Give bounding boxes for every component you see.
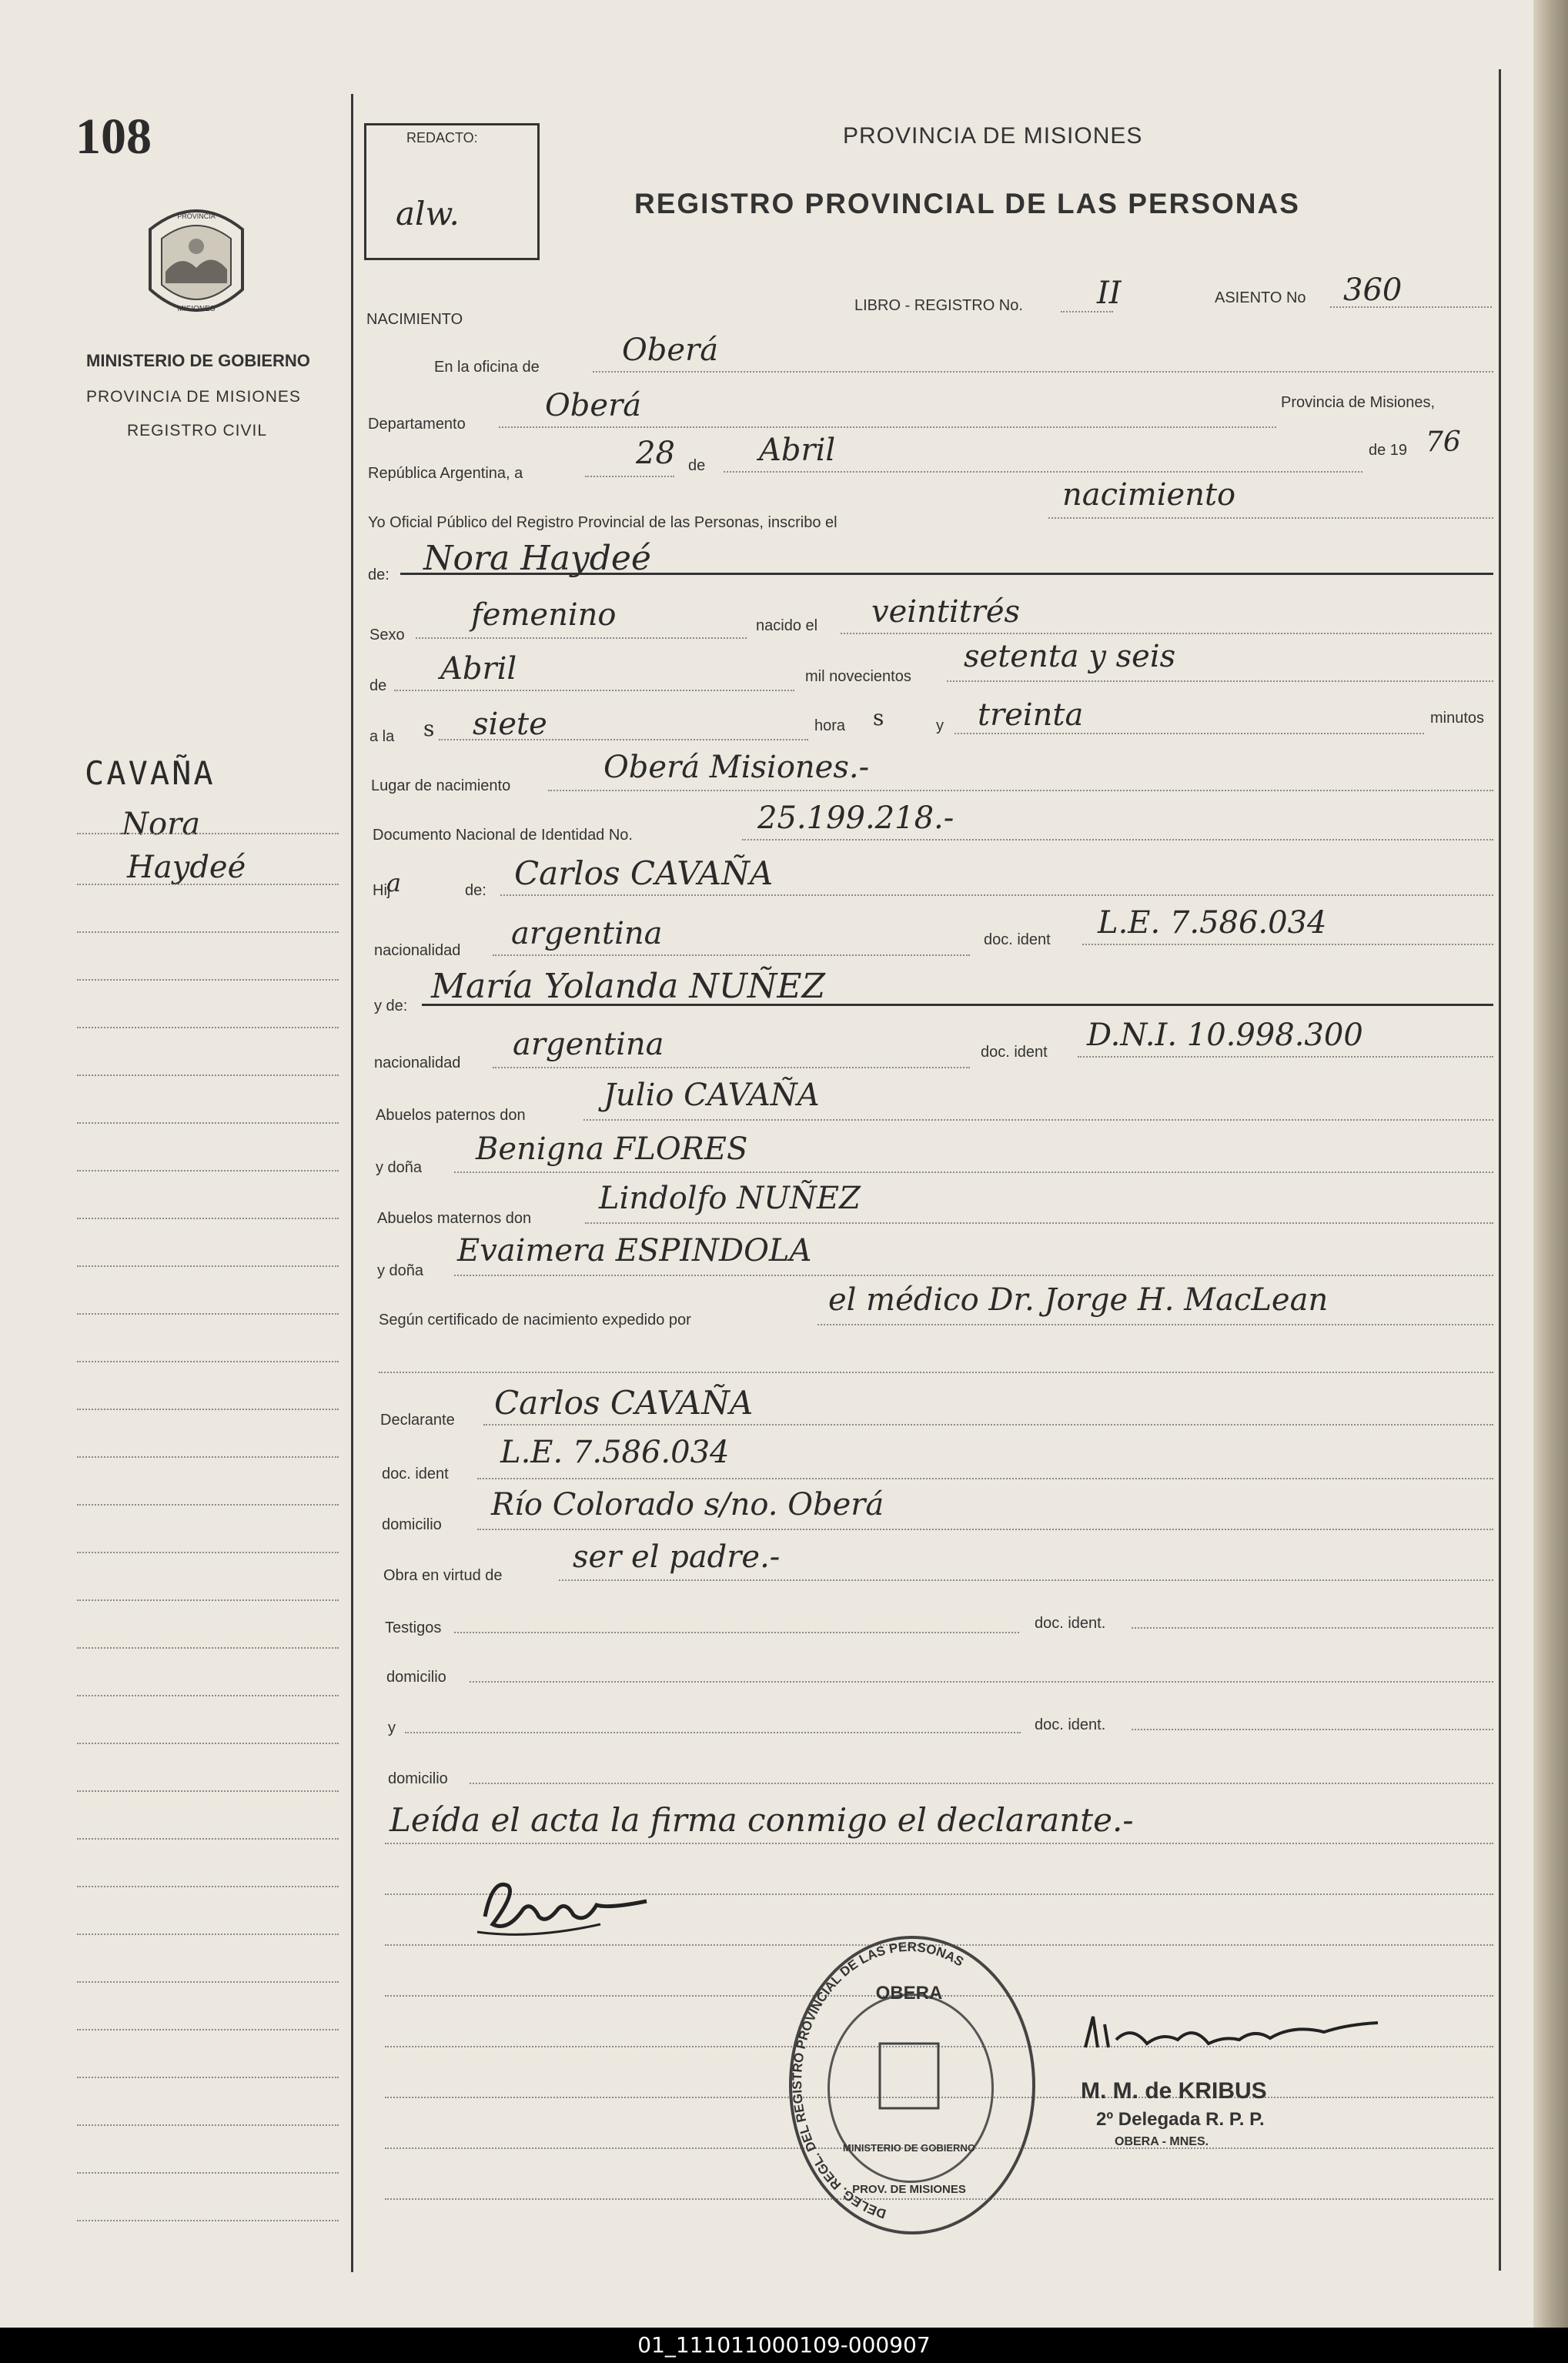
domicilio-label: domicilio	[382, 1516, 442, 1533]
abuelos-maternos-value: Lindolfo NUÑEZ	[599, 1181, 861, 1216]
mes-value: Abril	[759, 433, 836, 468]
margin-province-label: PROVINCIA DE MISIONES	[86, 388, 301, 406]
hora-label: hora	[814, 717, 846, 734]
margin-given-name-1: Nora	[122, 807, 201, 842]
republica-label: República Argentina, a	[368, 465, 523, 482]
minutos-label: minutos	[1430, 710, 1485, 727]
abuela-paterna-label: y doña	[376, 1159, 423, 1176]
page-number: 108	[75, 109, 152, 165]
dni-label: Documento Nacional de Identidad No.	[373, 827, 633, 844]
margin-divider	[351, 94, 353, 2272]
provincia-label: Provincia de Misiones,	[1281, 394, 1436, 411]
de-label: de	[688, 457, 706, 474]
asiento-value: 360	[1343, 272, 1403, 308]
hij-de-label: de:	[465, 882, 486, 899]
abuelos-paternos-label: Abuelos paternos don	[376, 1107, 526, 1124]
declarante-doc-label: doc. ident	[382, 1466, 449, 1482]
declarante-doc-value: L.E. 7.586.034	[500, 1435, 730, 1470]
svg-text:DELEG. REGL. DEL REGISTRO PROV	[790, 1940, 966, 2221]
sexo-label: Sexo	[369, 627, 405, 643]
lugar-value: Oberá Misiones.-	[603, 750, 870, 785]
y-de-label: y de:	[374, 998, 408, 1014]
ministry-label: MINISTERIO DE GOBIERNO	[86, 351, 310, 370]
inscribo-value: nacimiento	[1062, 477, 1236, 513]
abuela-materna-value: Evaimera ESPINDOLA	[457, 1233, 812, 1268]
redacto-box	[364, 123, 540, 260]
nacionalidad-1-label: nacionalidad	[374, 942, 461, 959]
book-spine	[1533, 0, 1568, 2328]
obra-label: Obra en virtud de	[383, 1567, 503, 1584]
official-signature	[1070, 2001, 1393, 2071]
nacionalidad-1-value: argentina	[511, 916, 663, 951]
testigo-2-domicilio-label: domicilio	[388, 1770, 448, 1787]
libro-label: LIBRO - REGISTRO No.	[854, 297, 1023, 314]
certificado-label: Según certificado de nacimiento expedido por	[379, 1312, 691, 1329]
redacto-value: alw.	[396, 195, 460, 232]
nacionalidad-2-value: argentina	[513, 1027, 664, 1062]
abuelos-maternos-label: Abuelos maternos don	[377, 1210, 532, 1227]
redacto-label: REDACTO:	[406, 130, 478, 145]
doc-ident-2-value: D.N.I. 10.998.300	[1087, 1018, 1363, 1053]
dni-value: 25.199.218.-	[757, 800, 955, 836]
mil-label: mil novecientos	[805, 668, 911, 685]
signer-name: M. M. de KRIBUS	[1081, 2078, 1267, 2104]
y-label: y	[936, 717, 944, 734]
abuela-paterna-value: Benigna FLORES	[476, 1131, 748, 1167]
seal-city: OBERA	[875, 1983, 943, 2004]
nacido-label: nacido el	[756, 617, 818, 634]
obra-value: ser el padre.-	[573, 1539, 781, 1575]
province-header: PROVINCIA DE MISIONES	[843, 123, 1143, 149]
departamento-label: Departamento	[368, 416, 466, 433]
doc-ident-2-label: doc. ident	[981, 1044, 1048, 1061]
seal-ministry: MINISTERIO DE GOBIERNO	[843, 2142, 975, 2154]
testigo-domicilio-label: domicilio	[386, 1669, 446, 1686]
margin-registry-label: REGISTRO CIVIL	[127, 422, 268, 440]
hora-value: siete	[473, 707, 547, 742]
hij-value: a	[386, 868, 402, 897]
asiento-label: ASIENTO No	[1215, 289, 1306, 306]
nacido-value: veintitrés	[871, 594, 1021, 630]
abuela-materna-label: y doña	[377, 1262, 424, 1279]
year-value: 76	[1426, 426, 1461, 458]
hij-label: Hij	[373, 882, 391, 899]
testigo-2-doc-label: doc. ident.	[1035, 1716, 1106, 1733]
provincial-seal-emblem	[139, 199, 254, 331]
margin-given-name-2: Haydeé	[127, 850, 246, 885]
libro-value: II	[1097, 276, 1122, 311]
signer-title: 2º Delegada R. P. P.	[1096, 2109, 1265, 2130]
oficina-value: Oberá	[622, 333, 719, 368]
nac-mes-value: Abril	[440, 651, 517, 687]
sexo-value: femenino	[471, 597, 617, 633]
padre-value: Carlos CAVAÑA	[514, 854, 774, 892]
seal-top-text: PROVINCIA	[177, 212, 216, 220]
oficina-label: En la oficina de	[434, 359, 540, 376]
de-mes-label: de	[369, 677, 387, 694]
hora-s-value: s	[873, 705, 884, 730]
certificado-value: el médico Dr. Jorge H. MacLean	[828, 1282, 1329, 1318]
declarante-value: Carlos CAVAÑA	[494, 1384, 754, 1422]
abuelos-paternos-value: Julio CAVAÑA	[603, 1078, 820, 1113]
image-id-footer: 01_111011000109-000907	[0, 2328, 1568, 2363]
mil-value: setenta y seis	[964, 639, 1176, 674]
dia-value: 28	[636, 436, 675, 471]
act-type-label: NACIMIENTO	[366, 311, 463, 328]
signer-place: OBERA - MNES.	[1115, 2135, 1209, 2148]
doc-ident-1-label: doc. ident	[984, 931, 1051, 948]
a-la-value: s	[423, 716, 435, 741]
right-border	[1499, 69, 1501, 2271]
seal-text-ring	[789, 1936, 1029, 2228]
oficial-label: Yo Oficial Público del Registro Provincial de las Personas, inscribo el	[368, 514, 837, 531]
nombre-value: Nora Haydeé	[423, 539, 651, 578]
a-la-label: a la	[369, 728, 395, 745]
margin-surname: CAVAÑA	[85, 754, 216, 792]
y-testigo-label: y	[388, 1720, 396, 1736]
registry-title: REGISTRO PROVINCIAL DE LAS PERSONAS	[634, 188, 1300, 219]
declarante-label: Declarante	[380, 1412, 455, 1429]
closing-text: Leída el acta la firma conmigo el declarante.-	[389, 1801, 1134, 1839]
lugar-label: Lugar de nacimiento	[371, 777, 511, 794]
de-nombre-label: de:	[368, 567, 389, 583]
domicilio-value: Río Colorado s/no. Oberá	[491, 1487, 884, 1522]
testigos-label: Testigos	[385, 1619, 442, 1636]
seal-bottom-text: MISIONES	[177, 305, 216, 313]
doc-ident-1-value: L.E. 7.586.034	[1098, 905, 1327, 941]
testigos-doc-label: doc. ident.	[1035, 1615, 1106, 1632]
seal-province: PROV. DE MISIONES	[852, 2183, 966, 2196]
nacionalidad-2-label: nacionalidad	[374, 1054, 461, 1071]
de-year-label: de 19	[1369, 442, 1408, 459]
seal-ring-text: DELEG. REGL. DEL REGISTRO PROVINCIAL DE LAS PERSONAS	[789, 1939, 967, 2221]
madre-value: María Yolanda NUÑEZ	[431, 967, 826, 1006]
declarant-signature	[462, 1863, 662, 1955]
minutos-value: treinta	[978, 697, 1084, 733]
departamento-value: Oberá	[545, 388, 642, 423]
